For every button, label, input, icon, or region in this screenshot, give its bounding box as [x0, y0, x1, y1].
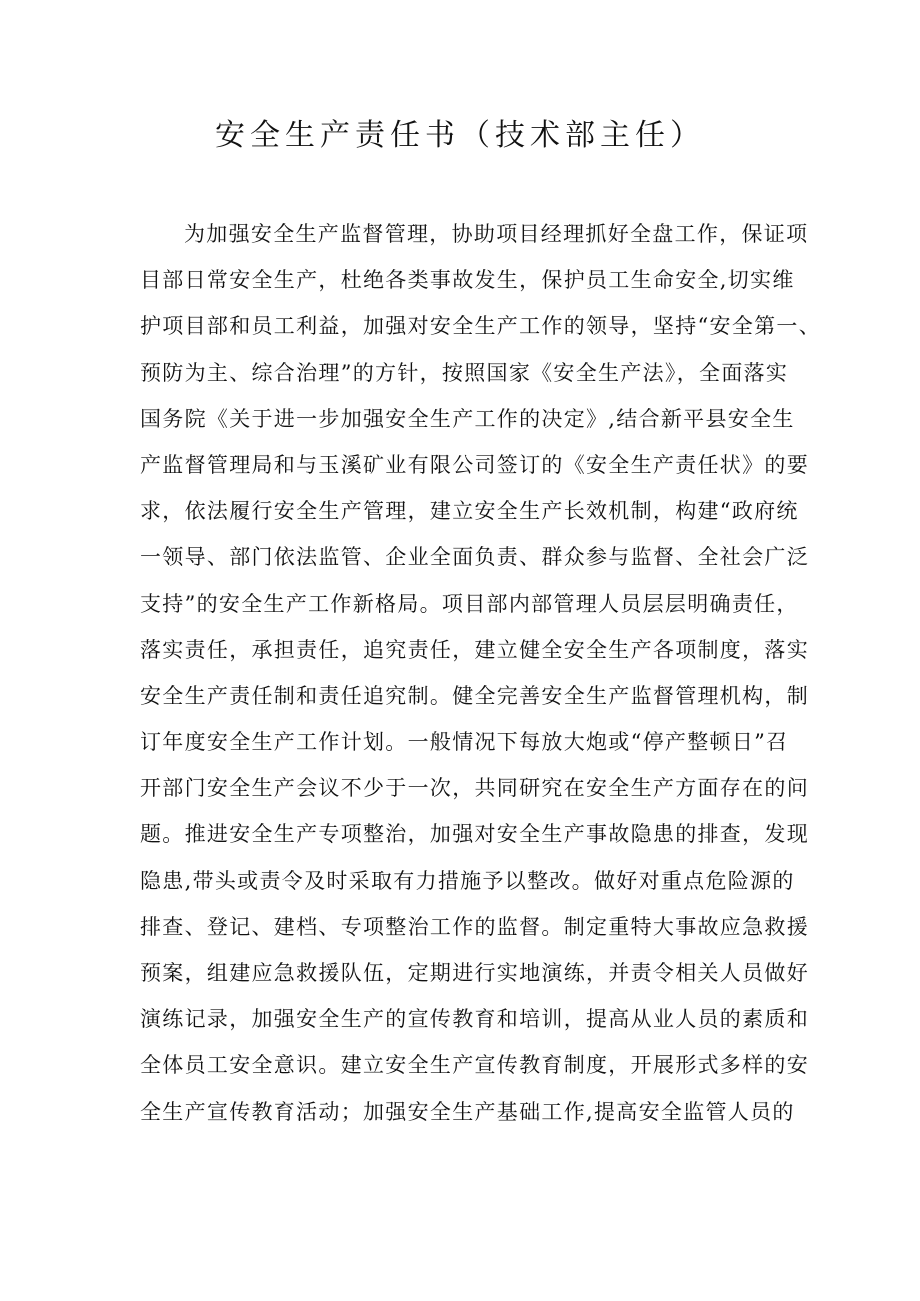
body-line: 支持”的安全生产工作新格局。项目部内部管理人员层层明确责任，	[140, 591, 799, 616]
document-title: 安全生产责任书（技术部主任）	[215, 118, 705, 153]
body-line: 安全生产责任制和责任追究制。健全完善安全生产监督管理机构，制	[140, 683, 809, 708]
body-line: 隐患,带头或责令及时采取有力措施予以整改。做好对重点危险源的	[140, 868, 795, 893]
body-line: 求，依法履行安全生产管理，建立安全生产长效机制，构建“政府统	[140, 499, 799, 524]
body-line: 开部门安全生产会议不少于一次，共同研究在安全生产方面存在的问	[140, 776, 809, 801]
document-body	[140, 211, 822, 1135]
body-line: 落实责任，承担责任，追究责任，建立健全安全生产各项制度，落实	[140, 637, 809, 662]
body-line: 全生产宣传教育活动；加强安全生产基础工作,提高安全监管人员的	[140, 1099, 795, 1124]
body-line: 一领导、部门依法监管、企业全面负责、群众参与监督、全社会广泛	[140, 545, 809, 570]
body-line: 全体员工安全意识。建立安全生产宣传教育制度，开展形式多样的安	[140, 1053, 809, 1078]
body-line: 产监督管理局和与玉溪矿业有限公司签订的《安全生产责任状》的要	[140, 452, 809, 477]
body-line: 预案，组建应急救援队伍，定期进行实地演练，并责令相关人员做好	[140, 961, 809, 985]
body-line: 排查、登记、建档、专项整治工作的监督。制定重特大事故应急救援	[140, 914, 809, 939]
body-line: 题。推进安全生产专项整治，加强对安全生产事故隐患的排查，发现	[140, 822, 809, 847]
body-line: 订年度安全生产工作计划。一般情况下每放大炮或“停产整顿日”召	[140, 730, 789, 755]
body-line: 为加强安全生产监督管理，协助项目经理抓好全盘工作，保证项	[184, 222, 809, 246]
body-line: 护项目部和员工利益，加强对安全生产工作的领导，坚持“安全第一、	[140, 314, 822, 339]
body-line: 目部日常安全生产，杜绝各类事故发生，保护员工生命安全,切实维	[140, 268, 795, 293]
body-line: 国务院《关于进一步加强安全生产工作的决定》,结合新平县安全生	[140, 406, 795, 431]
body-line: 演练记录，加强安全生产的宣传教育和培训，提高从业人员的素质和	[140, 1007, 809, 1032]
body-line: 预防为主、综合治理”的方针，按照国家《安全生产法》，全面落实	[140, 360, 789, 385]
